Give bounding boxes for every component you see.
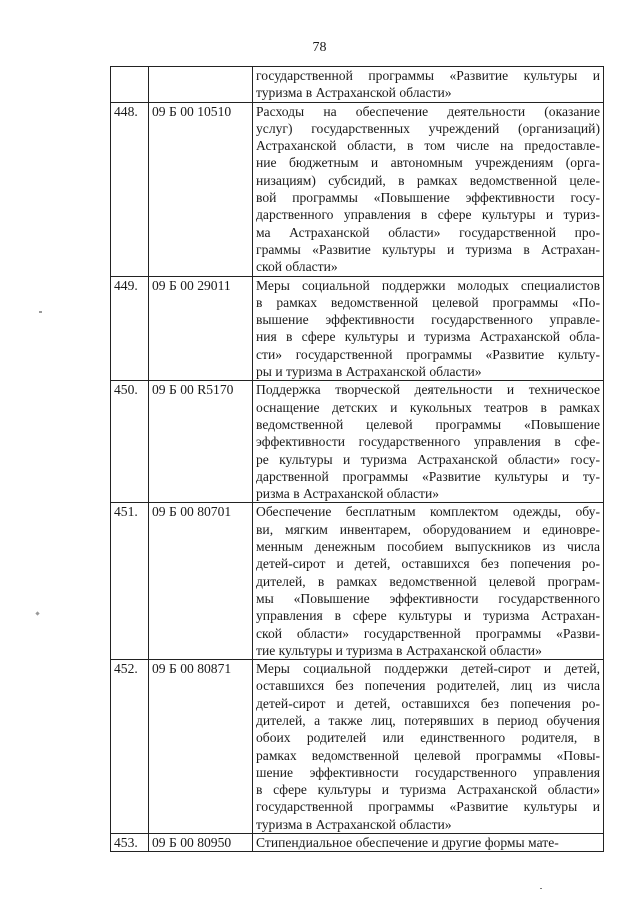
description-cell xyxy=(253,503,604,660)
table-body xyxy=(111,67,604,852)
row-number-cell: 450. xyxy=(111,381,149,503)
description-line: мы «Повышение эффективности государственного xyxy=(256,590,600,606)
table-row xyxy=(111,660,604,834)
description-line: граммы «Развитие культуры и туризма в Астрахан- xyxy=(256,241,600,257)
description-line: услуг) государственных учреждений (организаций) xyxy=(256,120,600,136)
description-line: ния в сфере культуры и туризма Астраханской обла- xyxy=(256,329,600,345)
description-cell xyxy=(253,660,604,834)
description-line: детей-сирот и детей, оставшихся без попечения ро- xyxy=(256,695,600,711)
description-line: ведомственной целевой программы «Повышение xyxy=(256,416,600,432)
description-cell xyxy=(253,67,604,103)
description-line: государственной программы «Развитие культуры и xyxy=(256,68,600,83)
description-line: в рамках ведомственной целевой программы «По- xyxy=(256,294,600,310)
description-line: дителей, а также лиц, потерявших в период обучения xyxy=(256,712,600,728)
description-line: ние бюджетным и автономным учреждениям (орга- xyxy=(256,155,600,171)
description-line: Стипендиальное обеспечение и другие формы мате- xyxy=(256,835,559,851)
table-row xyxy=(111,381,604,503)
description-line: эффективности государственного управления в сфе- xyxy=(256,434,600,450)
row-number-cell: 451. xyxy=(111,503,149,660)
description-line: Меры социальной поддержки молодых специалистов xyxy=(256,277,600,293)
table-row xyxy=(111,102,604,276)
description-line: тие культуры и туризма в Астраханской области» xyxy=(256,642,542,658)
row-number-cell: 453. xyxy=(111,834,149,852)
description-line: Обеспечение бесплатным комплектом одежды, обу- xyxy=(256,504,600,520)
description-line: вой программы «Повышение эффективности госу- xyxy=(256,190,600,206)
budget-code-cell: 09 Б 00 10510 xyxy=(149,102,253,276)
description-line: ры и туризма в Астраханской области» xyxy=(256,364,482,380)
row-number-cell: 448. xyxy=(111,102,149,276)
description-line: Астраханской области, в том числе на предоставле- xyxy=(256,138,600,154)
description-line: низациям) субсидий, в рамках ведомственной целе- xyxy=(256,172,600,188)
row-number-cell: 452. xyxy=(111,660,149,834)
description-cell xyxy=(253,102,604,276)
description-cell xyxy=(253,834,604,852)
description-line: дарственного управления в сфере культуры и туриз- xyxy=(256,207,600,223)
description-line: менным денежным пособием выпускников из числа xyxy=(256,539,600,555)
description-line: оставшихся без попечения родителей, лиц из числа xyxy=(256,678,600,694)
description-line: туризма в Астраханской области» xyxy=(256,816,452,832)
description-line: обоих родителей или единственного родителя, в xyxy=(256,730,600,746)
description-cell xyxy=(253,276,604,381)
description-line: в сфере культуры и туризма Астраханской области» xyxy=(256,782,600,798)
budget-code-cell: 09 Б 00 R5170 xyxy=(149,381,253,503)
description-cell xyxy=(253,381,604,503)
page-number: 78 xyxy=(312,40,327,55)
description-line: вышение эффективности государственного управле- xyxy=(256,312,600,328)
description-line: дарственной программы «Развитие культуры и ту- xyxy=(256,468,600,484)
budget-code-cell: 09 Б 00 80871 xyxy=(149,660,253,834)
table-row xyxy=(111,276,604,381)
budget-code-cell: 09 Б 00 29011 xyxy=(149,276,253,381)
table-row xyxy=(111,834,604,852)
table-row xyxy=(111,67,604,103)
description-line: сти» государственной программы «Развитие культу- xyxy=(256,346,600,362)
budget-code-cell: 09 Б 00 80950 xyxy=(149,834,253,852)
description-line: ви, мягким инвентарем, оборудованием и единовре- xyxy=(256,521,600,537)
description-line: дителей, в рамках ведомственной целевой програм- xyxy=(256,573,600,589)
description-line: шение эффективности государственного управления xyxy=(256,764,600,780)
description-line: Меры социальной поддержки детей-сирот и детей, xyxy=(256,661,600,677)
description-line: ризма в Астраханской области» xyxy=(256,486,440,502)
description-line: ской области» xyxy=(256,259,338,275)
description-line: государственной программы «Развитие культуры и xyxy=(256,799,600,815)
description-line: ской области» государственной программы «Разви- xyxy=(256,625,600,641)
description-line: ре культуры и туризма Астраханской области» госу- xyxy=(256,451,600,467)
scan-speck xyxy=(540,888,542,889)
row-number-cell: 449. xyxy=(111,276,149,381)
description-line: управления в сфере культуры и туризма Астрахан- xyxy=(256,608,600,624)
table-row xyxy=(111,503,604,660)
description-line: Расходы на обеспечение деятельности (оказание xyxy=(256,103,600,119)
description-line: детей-сирот и детей, оставшихся без попечения ро- xyxy=(256,556,600,572)
budget-code-table xyxy=(110,66,604,852)
description-line: оснащение детских и кукольных театров в рамках xyxy=(256,399,600,415)
row-number-cell xyxy=(111,67,149,103)
description-line: Поддержка творческой деятельности и техническое xyxy=(256,382,600,398)
budget-code-cell xyxy=(149,67,253,103)
description-line: туризма в Астраханской области» xyxy=(256,85,452,101)
description-line: ма Астраханской области» государственной про- xyxy=(256,224,600,240)
budget-code-cell: 09 Б 00 80701 xyxy=(149,503,253,660)
description-line: рамках ведомственной целевой программы «Повы- xyxy=(256,747,600,763)
scan-speck xyxy=(39,311,42,313)
scan-speck xyxy=(35,611,39,615)
